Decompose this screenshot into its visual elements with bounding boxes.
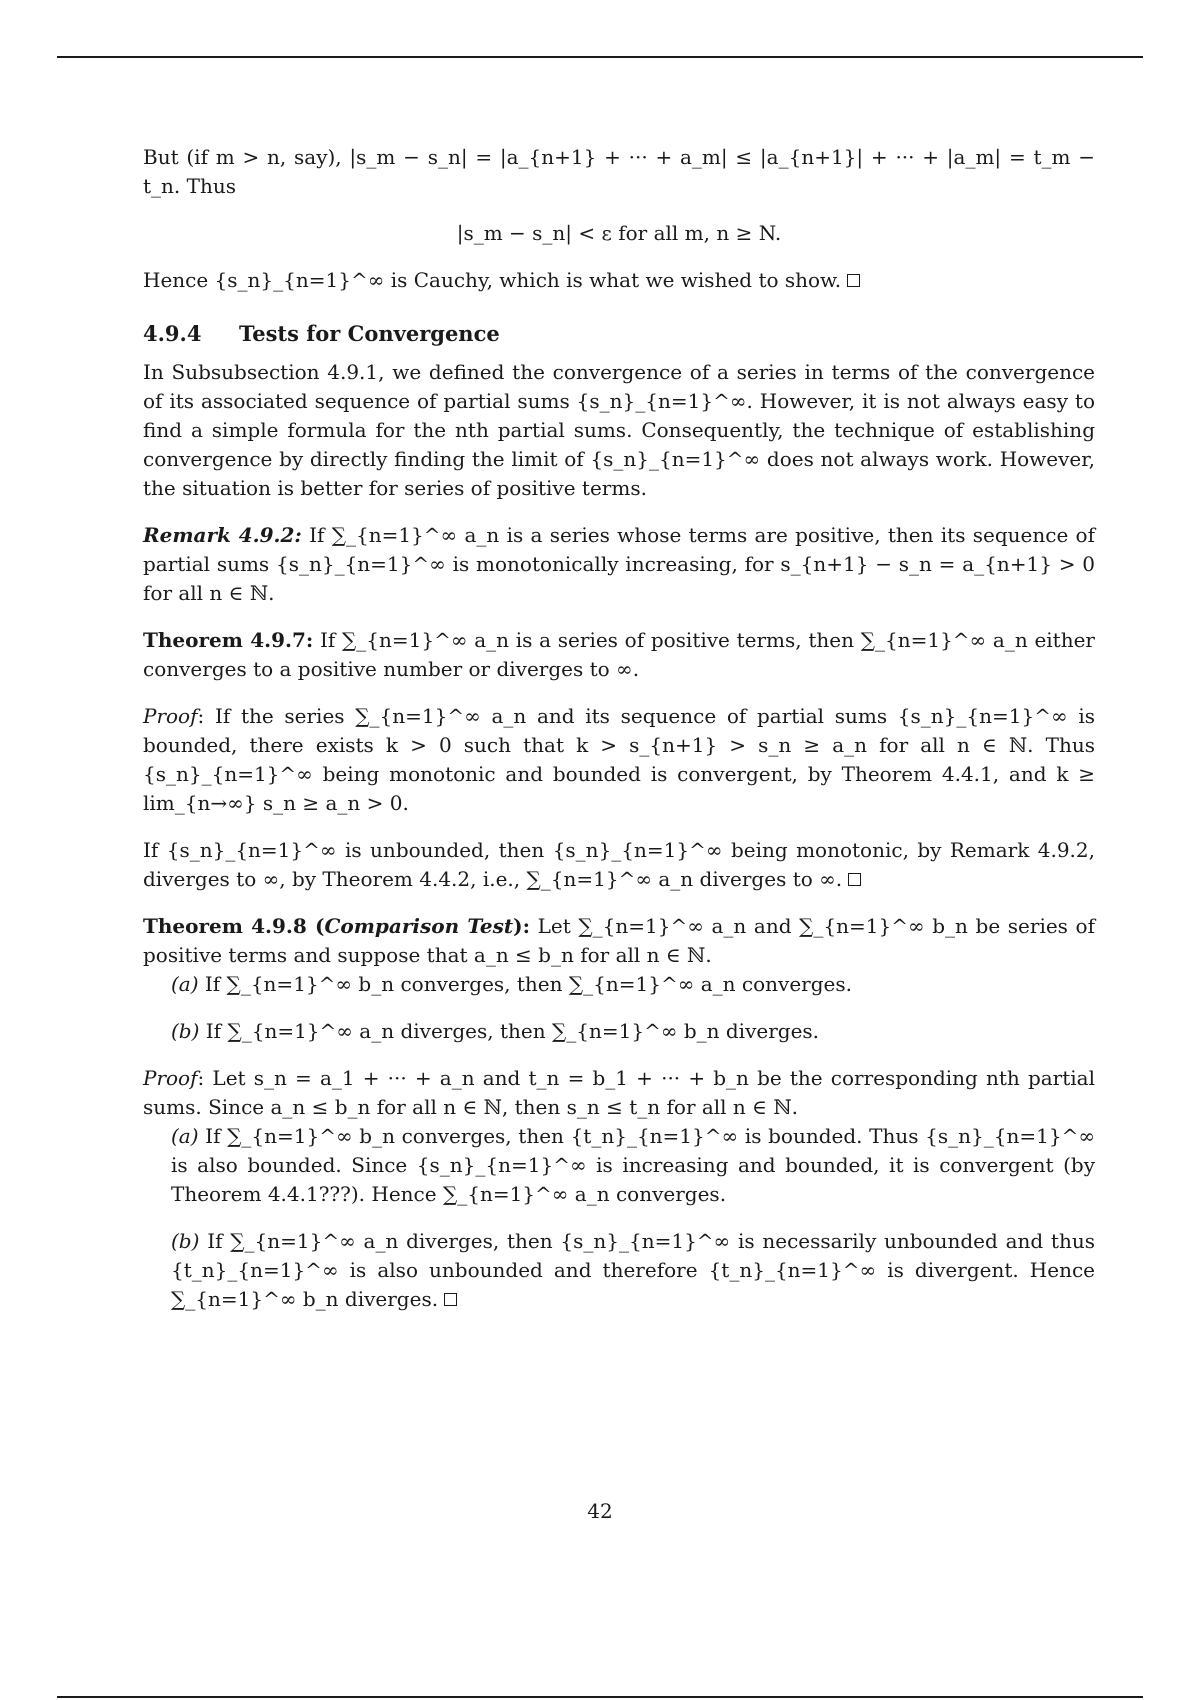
header-rule bbox=[57, 56, 1143, 58]
remark-text: If ∑_{n=1}^∞ a_n is a series whose terms are positive, then its sequence of partial sums {s_n}_{n=1}^∞ is monotonically increasing, for s_{n+1} − s_n = a_{n+1} > 0 for all n ∈ ℕ. bbox=[143, 523, 1096, 605]
remark-4-9-2 bbox=[143, 521, 1095, 608]
qed-square-icon bbox=[847, 274, 860, 287]
footer-rule bbox=[57, 1696, 1143, 1698]
proof-497-continued-text: If {s_n}_{n=1}^∞ is unbounded, then {s_n}_{n=1}^∞ being monotonic, by Remark 4.9.2, diverges to ∞, by Theorem 4.4.2, i.e., ∑_{n=1}^∞ a_n diverges to ∞. bbox=[143, 838, 1095, 891]
paragraph-cauchy-inequality: But (if m > n, say), |s_m − s_n| = |a_{n+1} + ··· + a_m| ≤ |a_{n+1}| + ··· + |a_m| = t_m − t_n. Thus bbox=[143, 145, 1095, 198]
cauchy-conclusion-text: Hence {s_n}_{n=1}^∞ is Cauchy, which is what we wished to show. bbox=[143, 268, 842, 292]
proof-item-a-text: If ∑_{n=1}^∞ b_n converges, then {t_n}_{n=1}^∞ is bounded. Thus {s_n}_{n=1}^∞ is also bounded. Since {s_n}_{n=1}^∞ is increasing and bounded, it is convergent (by Theorem 4.4.1???). Hence ∑_{n=1}^∞ a_n converges. bbox=[171, 1124, 1095, 1206]
proof-item-b-text: If ∑_{n=1}^∞ a_n diverges, then {s_n}_{n=1}^∞ is necessarily unbounded and thus {t_n}_{n=1}^∞ is also unbounded and therefore {t_n}_{n=1}^∞ is divergent. Hence ∑_{n=1}^∞ b_n diverges. bbox=[171, 1229, 1095, 1311]
page-number: 42 bbox=[587, 1499, 613, 1523]
item-a-label: (a) bbox=[171, 1124, 199, 1148]
theorem-4-9-7 bbox=[143, 626, 1095, 684]
theorem-497-label: Theorem 4.9.7: bbox=[143, 628, 314, 652]
display-equation: |s_m − s_n| < ε for all m, n ≥ N. bbox=[456, 221, 782, 245]
section-title: Tests for Convergence bbox=[239, 321, 500, 346]
remark-label: Remark 4.9.2: bbox=[143, 523, 302, 547]
section-heading bbox=[143, 319, 1095, 348]
item-b-label: (b) bbox=[171, 1019, 200, 1043]
section-number: 4.9.4 bbox=[143, 321, 202, 346]
paragraph-intro: In Subsubsection 4.9.1, we defined the convergence of a series in terms of the convergence of its associated sequence of partial sums {s_n}_{n=1}^∞. However, it is not always easy to find a simple formula for the nth partial sums. Consequently, the technique of establishing convergence by directly finding the limit of {s_n}_{n=1}^∞ does not always work. However, the situation is better for series of positive terms. bbox=[143, 360, 1095, 500]
theorem-4-9-8 bbox=[143, 912, 1095, 970]
proof-4-9-7-continued bbox=[143, 836, 1095, 894]
theorem-498-text: Let ∑_{n=1}^∞ a_n and ∑_{n=1}^∞ b_n be series of positive terms and suppose that a_n ≤ b_n for all n ∈ ℕ. bbox=[143, 914, 1095, 967]
proof-label: Proof bbox=[143, 704, 198, 728]
proof-498-text: Let s_n = a_1 + ··· + a_n and t_n = b_1 + ··· + b_n be the corresponding nth partial sums. Since a_n ≤ b_n for all n ∈ ℕ, then s_n ≤ t_n for all n ∈ ℕ. bbox=[143, 1066, 1095, 1119]
theorem-498-item-a bbox=[143, 970, 1095, 999]
theorem-498-item-b bbox=[143, 1017, 1095, 1046]
item-b-text: If ∑_{n=1}^∞ a_n diverges, then ∑_{n=1}^∞ b_n diverges. bbox=[205, 1019, 820, 1043]
qed-square-icon bbox=[848, 873, 861, 886]
paragraph-cauchy-conclusion bbox=[143, 266, 1095, 295]
qed-square-icon bbox=[444, 1293, 457, 1306]
proof-label: Proof bbox=[143, 1066, 198, 1090]
theorem-498-label-suffix: ): bbox=[513, 914, 531, 938]
proof-4-9-7: Proof: If the series ∑_{n=1}^∞ a_n and its sequence of partial sums {s_n}_{n=1}^∞ is bounded, there exists k > 0 such that k > s_{n+1} > s_n ≥ a_n for all n ∈ ℕ. Thus {s_n}_{n=1}^∞ being monotonic and bounded is convergent, by Theorem 4.4.1, and k ≥ lim_{n→∞} s_n ≥ a_n > 0. bbox=[143, 704, 1095, 815]
theorem-497-text: If ∑_{n=1}^∞ a_n is a series of positive terms, then ∑_{n=1}^∞ a_n either converges to a positive number or diverges to ∞. bbox=[143, 628, 1095, 681]
proof-498-item-a bbox=[143, 1122, 1095, 1209]
proof-497-text: If the series ∑_{n=1}^∞ a_n and its sequence of partial sums {s_n}_{n=1}^∞ is bounded, there exists k > 0 such that k > s_{n+1} > s_n ≥ a_n for all n ∈ ℕ. Thus {s_n}_{n=1}^∞ being monotonic and bounded is convergent, by Theorem 4.4.1, and k ≥ lim_{n→∞} s_n ≥ a_n > 0. bbox=[143, 704, 1095, 815]
page-body bbox=[143, 143, 1095, 1314]
proof-498-item-b bbox=[143, 1227, 1095, 1314]
item-b-label: (b) bbox=[171, 1229, 200, 1253]
proof-4-9-8: Proof: Let s_n = a_1 + ··· + a_n and t_n = b_1 + ··· + b_n be the corresponding nth partial sums. Since a_n ≤ b_n for all n ∈ ℕ, then s_n ≤ t_n for all n ∈ ℕ. bbox=[143, 1066, 1095, 1119]
item-a-text: If ∑_{n=1}^∞ b_n converges, then ∑_{n=1}^∞ a_n converges. bbox=[204, 972, 852, 996]
theorem-498-label-prefix: Theorem 4.9.8 ( bbox=[143, 914, 325, 938]
item-a-label: (a) bbox=[171, 972, 199, 996]
theorem-498-name: Comparison Test bbox=[324, 914, 514, 938]
